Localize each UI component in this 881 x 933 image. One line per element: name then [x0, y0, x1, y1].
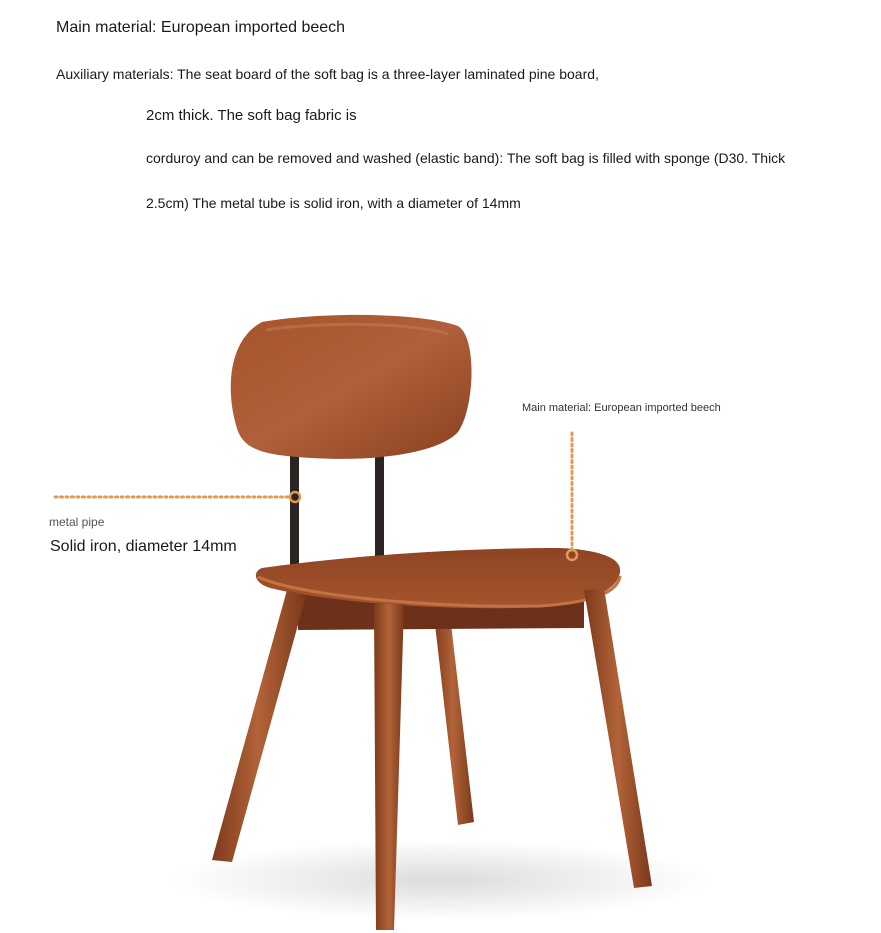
chair-leg-front-right [584, 588, 652, 888]
aux-materials-line-1: Auxiliary materials: The seat board of the soft bag is a three-layer laminated pine board, [56, 66, 599, 82]
aux-materials-line-2: 2cm thick. The soft bag fabric is [146, 107, 357, 124]
metal-pipe-callout-description: Solid iron, diameter 14mm [50, 538, 237, 555]
beech-callout-label: Main material: European imported beech [522, 402, 721, 414]
chair-backrest [231, 315, 472, 459]
chair-leg-back-left [432, 598, 474, 825]
metal-pipe-left [290, 455, 299, 575]
chair-leg-front-left [212, 590, 306, 862]
metal-pipe-right [375, 452, 384, 564]
main-material-heading: Main material: European imported beech [56, 19, 346, 36]
aux-materials-line-3: corduroy and can be removed and washed (elastic band): The soft bag is filled with sponge (D30. Thick [146, 150, 786, 166]
metal-pipe-callout-title: metal pipe [49, 515, 105, 529]
aux-materials-line-4: 2.5cm) The metal tube is solid iron, with a diameter of 14mm [146, 195, 521, 211]
